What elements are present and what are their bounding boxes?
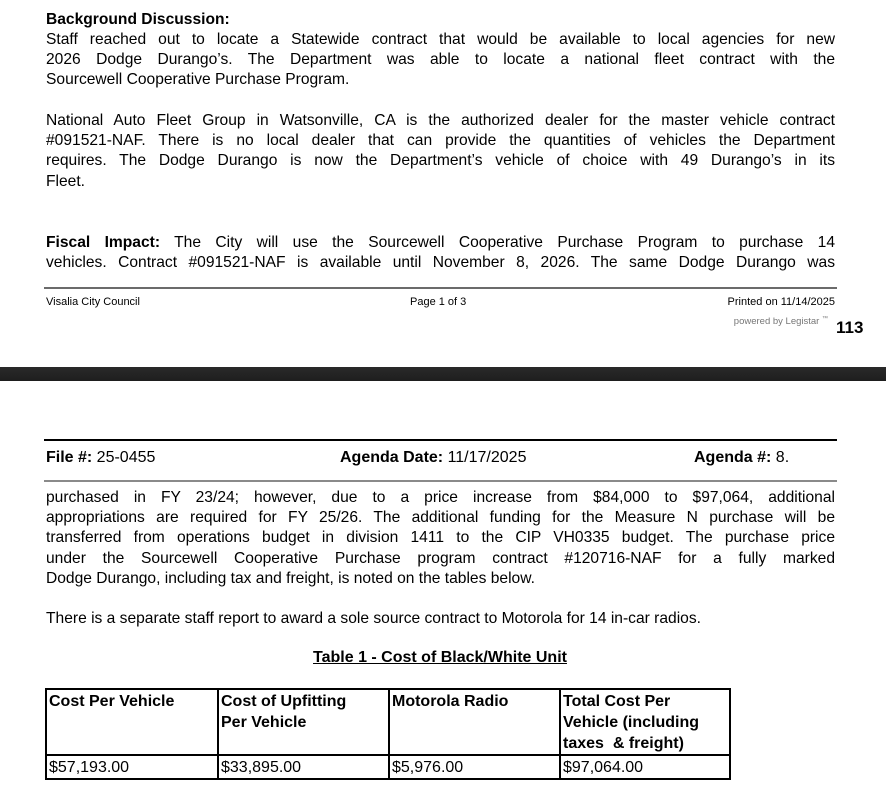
agenda-number [694,449,789,467]
text-line: transferred from operations budget in division 1411 to the CIP VH0335 budget. The purchase price [46,529,835,547]
continuation-paragraph [46,488,835,589]
cell-upfitting: $33,895.00 [218,755,389,779]
text-line: vehicles. Contract #091521-NAF is available until November 8, 2026. The same Dodge Durango was [46,254,835,272]
cell-cost-per-vehicle: $57,193.00 [46,755,218,779]
text-line: Staff reached out to locate a Statewide contract that would be available to local agencies for new [46,31,835,48]
text-line: There is a separate staff report to award a sole source contract to Motorola for 14 in-car radios. [46,610,701,627]
agenda-number-label: Agenda #: [694,449,772,466]
text-line: 2026 Dodge Durango’s. The Department was able to locate a national fleet contract with the [46,51,835,69]
background-paragraph-2 [46,111,835,192]
header-line: taxes & freight) [563,735,684,752]
header-line: Vehicle (including [563,714,700,731]
header-total-cost [560,689,730,755]
file-value: 25-0455 [92,449,156,466]
cost-table [45,688,731,780]
text-line: requires. The Dodge Durango is now the Department’s vehicle of choice with 49 Durango’s in its [46,152,835,170]
file-label: File #: [46,449,93,466]
page-1 [0,0,886,367]
footer-printed-date: Printed on 11/14/2025 [727,296,835,308]
header-line: Cost Per Vehicle [49,693,175,710]
powered-by-legistar [734,316,828,327]
agenda-date-value: 11/17/2025 [443,449,527,466]
footer-page: Page 1 of 3 [410,296,467,308]
table-row [46,755,730,779]
text-line: under the Sourcewell Cooperative Purchase program contract #120716-NAF for a fully marked [46,549,835,567]
fiscal-impact-heading: Fiscal Impact: [46,234,161,251]
header-upfitting [218,689,389,755]
fiscal-impact-paragraph [46,233,835,273]
page-number: 113 [836,318,864,337]
footer-divider [44,287,837,289]
powered-text: powered by Legistar [733,316,820,328]
table-header-row [46,689,730,755]
text-line: Fleet. [46,172,85,190]
cell-motorola-radio: $5,976.00 [389,755,560,779]
text-line: Dodge Durango, including tax and freight, is noted on the tables below. [46,569,535,587]
header-line: Total Cost Per [563,693,671,710]
header-line: Cost of Upfitting [221,693,347,710]
text-line: purchased in FY 23/24; however, due to a price increase from $84,000 to $97,064, additional [46,489,835,506]
agenda-date [340,449,526,467]
header-motorola-radio [389,689,560,755]
text-line [46,233,835,253]
page-separator [0,367,886,381]
text-run: The City will use the Sourcewell Cooperative Purchase Program to purchase 14 [160,234,835,251]
text-line: National Auto Fleet Group in Watsonville, CA is the authorized dealer for the master vehicle contract [46,112,835,129]
table-title [0,649,886,667]
background-paragraph-1 [46,30,835,91]
agenda-number-value: 8. [771,449,790,466]
text-line: Sourcewell Cooperative Purchase Program. [46,71,350,89]
header-top-rule [44,439,837,441]
motorola-paragraph [46,609,835,629]
agenda-date-label: Agenda Date: [340,449,444,466]
table-title-text: Table 1 - Cost of Black/White Unit [313,649,567,666]
cell-total-cost: $97,064.00 [560,755,730,779]
file-number [46,449,155,467]
text-line: #091521-NAF. There is no local dealer that can provide the quantities of vehicles the Department [46,132,835,150]
header-bottom-rule [44,480,837,482]
header-cost-per-vehicle [46,689,218,755]
header-line: Motorola Radio [392,693,509,710]
trademark: ™ [822,316,828,322]
text-line: appropriations are required for FY 25/26. The additional funding for the Measure N purchase will be [46,509,835,527]
background-heading: Background Discussion: [46,11,230,28]
header-line: Per Vehicle [221,714,307,731]
footer-org: Visalia City Council [46,296,140,308]
